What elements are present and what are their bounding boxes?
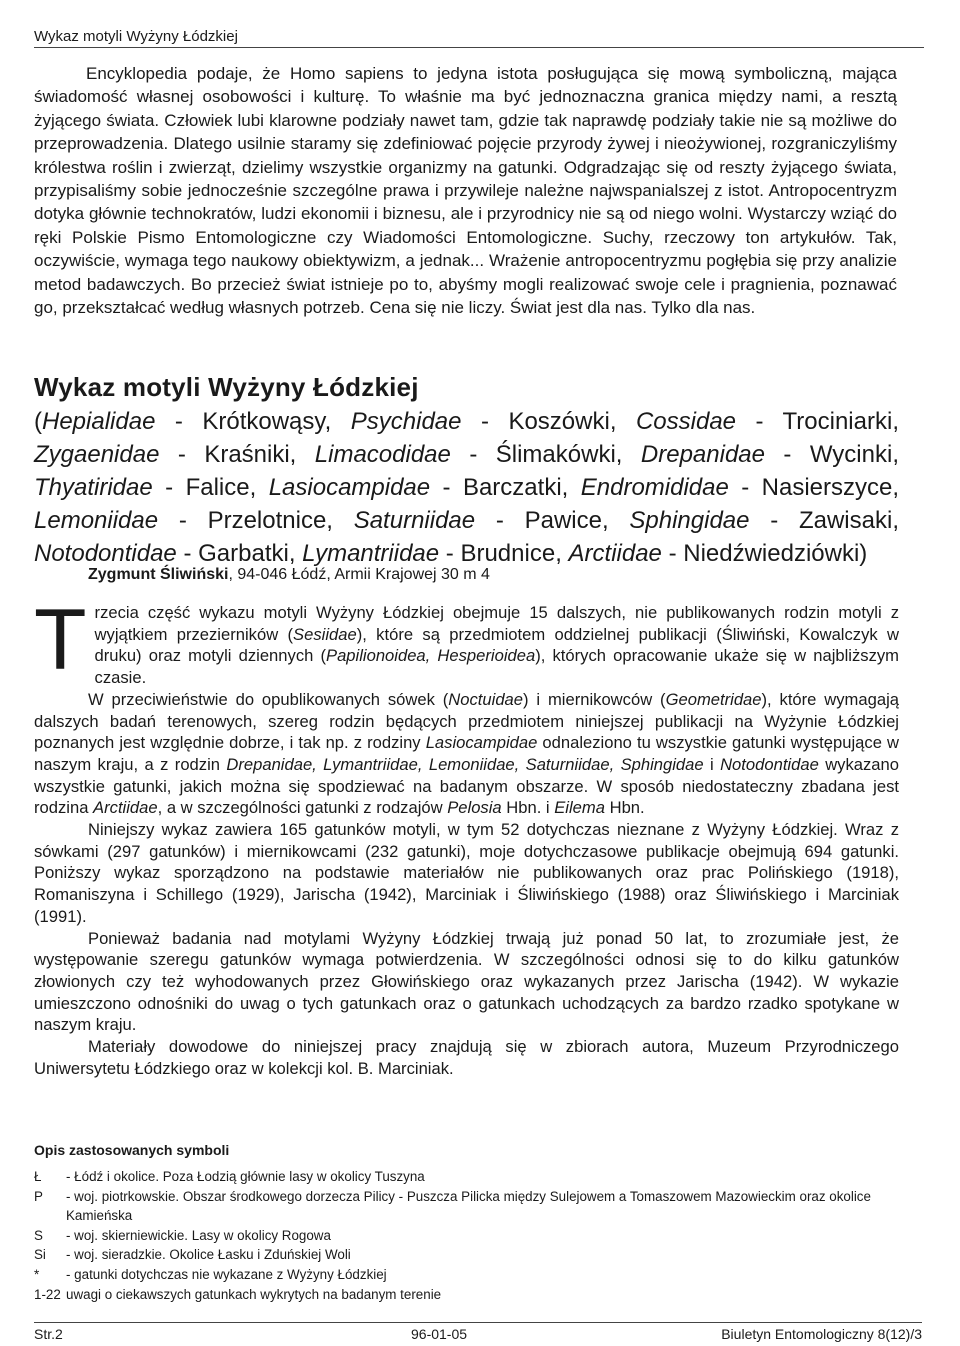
- running-header: Wykaz motyli Wyżyny Łódzkiej: [34, 28, 924, 48]
- text-run: , a w szczególności gatunki z rodzajów: [157, 798, 448, 818]
- family-latin-name: Lemoniidae: [34, 507, 159, 534]
- family-latin-name: Drepanidae: [640, 441, 765, 468]
- text-run: Hbn.: [604, 798, 645, 818]
- family-latin-name: Lymantriidae: [302, 540, 440, 567]
- family-latin-name: Limacodidae: [314, 441, 451, 468]
- family-polish-name: Koszówki: [508, 408, 610, 435]
- text-run: rzecia część wykazu motyli Wyżyny Łódzkiej obejmuje 15 dalszych, nie publikowanych rodzin motyli z wyjątkiem przezierników (: [94, 603, 899, 644]
- symbol-description: - woj. sieradzkie. Okolice Łasku i Zduńskiej Woli: [66, 1247, 351, 1263]
- symbol-description: uwagi o ciekawszych gatunkach wykrytych na badanym terenie: [66, 1286, 442, 1302]
- family-polish-name: Kraśniki: [204, 441, 290, 468]
- family-latin-name: Notodontidae: [34, 540, 177, 567]
- family-latin-name: Thyatiridae: [34, 474, 153, 501]
- family-latin-name: Arctiidae: [568, 540, 662, 567]
- symbol-description: - Łódź i okolice. Poza Łodzią głównie lasy w okolicy Tuszyna: [66, 1169, 425, 1184]
- paragraph-2: [34, 689, 899, 819]
- family-polish-name: Niedźwiedziówki: [683, 540, 860, 567]
- journal-name: Biuletyn Entomologiczny 8(12)/3: [721, 1326, 922, 1342]
- family-polish-name: Krótkowąsy: [202, 408, 325, 435]
- symbol-row: [34, 1187, 914, 1226]
- text-run: ), które wymagają dalszych badań terenowych, szereg rodzin będących przedmiotem niniejszej publikacji na Wyżynie Łódzkiej poznanych jest względnie dobrze, i tak np. z rodziny: [34, 689, 899, 753]
- symbol-key: P: [34, 1188, 43, 1204]
- family-latin-name: Zygaenidae: [34, 441, 160, 468]
- italic-term: Papilionoidea, Hesperioidea: [326, 646, 536, 666]
- symbols-heading: Opis zastosowanych symboli: [34, 1142, 230, 1158]
- families-list: (Hepialidae - Krótkowąsy, Psychidae - Koszówki, Cossidae - Trociniarki, Zygaenidae - Kraśniki, Limacodidae - Ślimakówki, Drepanidae - Wycinki, Thyatiridae - Falice, Lasiocampidae - Barczatki, Endromididae - Nasierszyce, Lemoniidae - Przelotnice, Saturniidae - Pawice, Sphingidae - Zawisaki, Notodontidae - Garbatki, Lymantriidae - Brudnice, Arctiidae - Niedźwiedziówki): [34, 408, 900, 567]
- text-run: Hbn. i: [501, 798, 555, 818]
- text-run: ), które są przedmiotem oddzielnej publikacji (Śliwiński, Kowalczyk w druku) oraz motyli dziennych (: [94, 624, 900, 666]
- author-address: , 94-046 Łódź, Armii Krajowej 30 m 4: [228, 566, 490, 583]
- italic-term: Notodontidae: [720, 754, 819, 774]
- paragraph-5: Materiały dowodowe do niniejszej pracy znajdują się w zbiorach autora, Muzeum Przyrodniczego Uniwersytetu Łódzkiego oraz w kolekcji kol. B. Marciniak.: [34, 1037, 899, 1078]
- family-polish-name: Garbatki: [198, 540, 289, 567]
- symbol-key: Si: [34, 1247, 46, 1263]
- text-run: odnaleziono tu wszystkie gatunki występujące w naszym kraju, a z rodzin: [34, 733, 899, 774]
- family-polish-name: Barczatki: [462, 474, 562, 501]
- article-body: [34, 592, 900, 1079]
- symbol-row: [34, 1245, 914, 1265]
- family-polish-name: Brudnice: [460, 540, 556, 567]
- family-polish-name: Pawice: [524, 507, 602, 534]
- family-polish-name: Trociniarki: [782, 408, 893, 435]
- paragraph-4: Ponieważ badania nad motylami Wyżyny Łódzkiej trwają już ponad 50 lat, to zrozumiałe jest, że występowanie szeregu gatunków wymaga potwierdzenia. W szczególności odnosi się to do kilku gatunków złowionych czy też wyhodowanych przez Głowińskiego oraz wykazanych przez Jarischa (1942). W wykazie umieszczono odnośniki do uwag o tych gatunkach oraz o gatunkach uchodzących za bardzo rzadko spotykane w naszym kraju.: [34, 928, 899, 1035]
- family-polish-name: Przelotnice: [207, 507, 327, 534]
- family-latin-name: Endromididae: [580, 474, 729, 501]
- symbol-key: Ł: [34, 1169, 42, 1184]
- footer-date: 96-01-05: [411, 1326, 468, 1342]
- text-run: wykazano wszystkie gatunki, jakich można się spodziewać na badanym obszarze. W sposób niedostateczny zbadana jest rodzina: [34, 754, 899, 818]
- italic-term: Noctuidae: [448, 689, 524, 709]
- article-title: Wykaz motyli Wyżyny Łódzkiej: [34, 372, 419, 402]
- family-polish-name: Ślimakówki: [495, 441, 616, 468]
- family-polish-name: Wycinki: [809, 441, 893, 468]
- italic-term: Eilema: [554, 798, 605, 818]
- family-latin-name: Saturniidae: [353, 507, 476, 534]
- italic-term: Arctiidae: [93, 798, 158, 818]
- text-run: i: [703, 754, 721, 774]
- family-polish-name: Falice: [185, 474, 250, 501]
- symbol-description: - gatunki dotychczas nie wykazane z Wyżyny Łódzkiej: [66, 1266, 387, 1282]
- symbol-row: [34, 1167, 914, 1187]
- family-latin-name: Cossidae: [635, 408, 737, 435]
- drop-cap: T: [34, 592, 87, 688]
- italic-term: Sesiidae: [293, 624, 357, 644]
- italic-term: Lasiocampidae: [425, 733, 538, 753]
- paragraph-3: Niniejszy wykaz zawiera 165 gatunków motyli, w tym 52 dotychczas nieznane z Wyżyny Łódzkiej. Wraz z sówkami (297 gatunków) i miernikowcami (232 gatunki), moje dotychczasowe publikacje obejmują 694 gatunki. Poniższy wykaz sporządzono na podstawie materiałów nie publikowanych oraz prac Polińskiego (1918), Romaniszyna i Schillego (1929), Jarischa (1942), Marciniak i Śliwińskiego (1988) oraz Śliwińskiego i Marciniak (1991).: [34, 820, 899, 926]
- text-run: W przeciwieństwie do opublikowanych sówek (: [88, 689, 449, 709]
- intro-paragraph: [34, 62, 897, 319]
- family-latin-name: Psychidae: [350, 408, 462, 435]
- page-number: Str.2: [34, 1326, 63, 1342]
- symbol-key: *: [34, 1266, 40, 1282]
- symbol-description: - woj. skierniewickie. Lasy w okolicy Rogowa: [66, 1227, 331, 1243]
- symbol-row: [34, 1226, 914, 1246]
- families-open-paren: (: [34, 408, 42, 435]
- page-footer: [34, 1322, 922, 1345]
- families-close-paren: ): [859, 540, 868, 567]
- family-latin-name: Lasiocampidae: [268, 474, 431, 501]
- author-name: Zygmunt Śliwiński: [88, 566, 229, 583]
- symbol-row: [34, 1285, 914, 1305]
- italic-term: Pelosia: [447, 798, 502, 818]
- text-run: ), których opracowanie ukaże się w najbliższym czasie.: [94, 646, 899, 688]
- family-polish-name: Nasierszyce: [761, 474, 893, 501]
- symbols-list: [34, 1167, 914, 1304]
- italic-term: Drepanidae, Lymantriidae, Lemoniidae, Saturniidae, Sphingidae: [226, 754, 704, 774]
- symbols-legend: [34, 1142, 914, 1304]
- symbol-key: S: [34, 1227, 43, 1243]
- symbol-description: - woj. piotrkowskie. Obszar środkowego dorzecza Pilicy - Puszcza Pilicka między Sulejowem a Tomaszowem Mazowieckim oraz okolice Kamieńska: [66, 1188, 871, 1224]
- family-latin-name: Hepialidae: [42, 408, 156, 435]
- paragraph-1: [34, 592, 900, 689]
- text-run: ) i miernikowców (: [523, 689, 666, 709]
- symbol-row: [34, 1265, 914, 1285]
- family-latin-name: Sphingidae: [629, 507, 750, 534]
- family-polish-name: Zawisaki: [798, 507, 893, 534]
- italic-term: Geometridae: [665, 689, 762, 709]
- symbol-key: 1-22: [34, 1286, 61, 1302]
- author-line: [88, 566, 490, 584]
- intro-text: Encyklopedia podaje, że Homo sapiens to jedyna istota posługująca się mową symboliczną, mająca świadomość własnej osobowości i kulturę. To właśnie ma być jednoznaczna granica między nami, a resztą żyjącego świata. Człowiek lubi klarowne podziały nawet tam, gdzie tak naprawdę podziały takie nie są możliwe do przeprowadzenia. Dlatego usilnie staramy się zdefiniować pojęcie przyrody żywej i nieożywionej, rozgraniczyliśmy królestwa roślin i zwierząt, dzielimy wszystkie organizmy na gatunki. Odgradzając się od reszty żyjącego świata, przypisaliśmy sobie jednocześnie szczególne prawa i przywileje należne najwspanialszej z istot. Antropocentryzm dotyka głównie technokratów, ludzi ekonomii i biznesu, ale i przyrodnicy nie są od niego wolni. Wystarczy wziąć do ręki Polskie Pismo Entomologiczne czy Wiadomości Entomologiczne. Suchy, rzeczowy ton artykułów. Tak, oczywiście, wymaga tego naukowy obiektywizm, a jednak... Wrażenie antropocentryzmu pogłębia się przy analizie metod badawczych. Bo przecież świat istnieje po to, abyśmy mogli realizować swoje cele i pragnienia, poznawać go, przekształcać według własnych potrzeb. Cena się nie liczy. Świat jest dla nas. Tylko dla nas.: [34, 64, 897, 318]
